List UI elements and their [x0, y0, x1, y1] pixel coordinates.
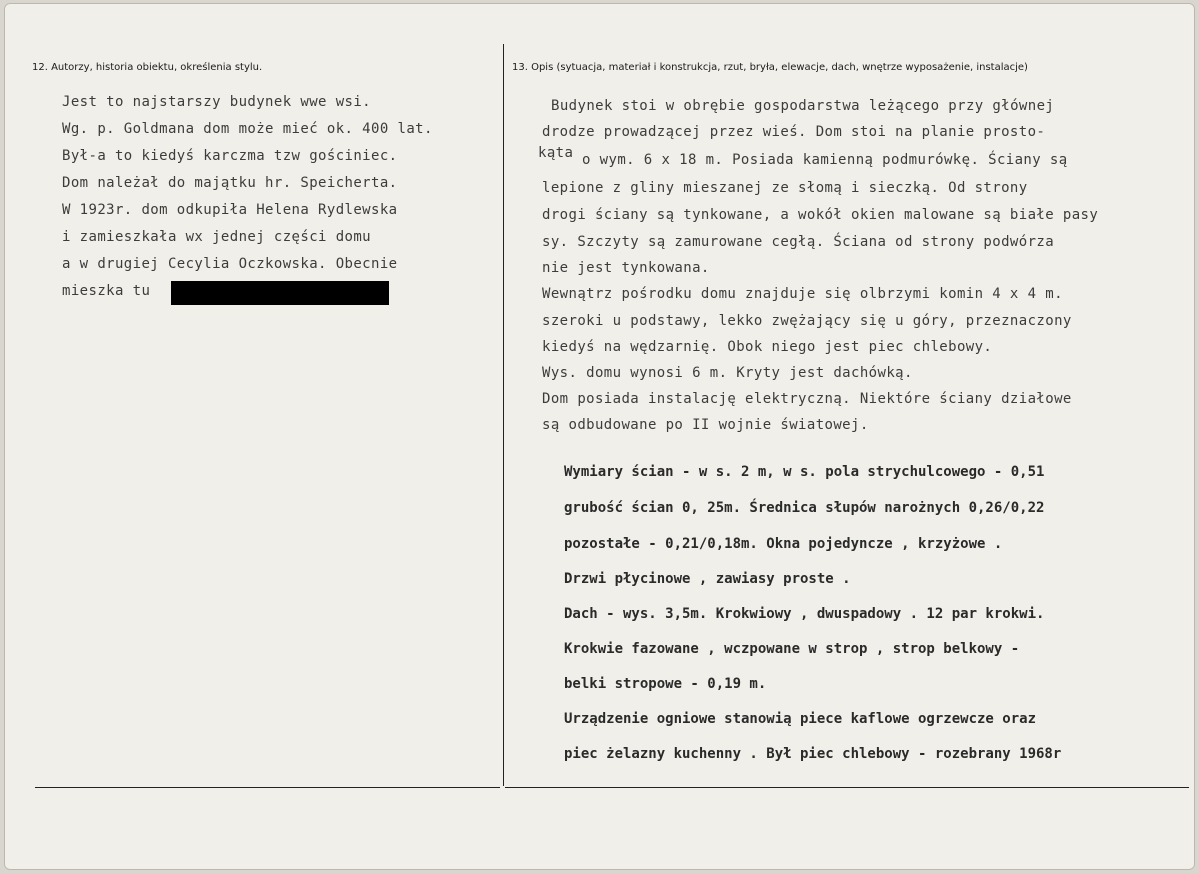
- description-line: kąta: [538, 145, 574, 161]
- section-13-heading: 13. Opis (sytuacja, materiał i konstrukcja, rzut, bryła, elewacje, dach, wnętrze wyposażenie, instalacje): [512, 62, 1028, 73]
- description-line: Wys. domu wynosi 6 m. Kryty jest dachówką.: [542, 365, 913, 381]
- dimension-line: Wymiary ścian - w s. 2 m, w s. pola strychulcowego - 0,51: [564, 464, 1045, 480]
- description-line: o wym. 6 x 18 m. Posiada kamienną podmurówkę. Ściany są: [582, 152, 1068, 168]
- history-line: Jest to najstarszy budynek wwe wsi.: [62, 94, 372, 110]
- description-line: nie jest tynkowana.: [542, 260, 710, 276]
- history-line: Dom należał do majątku hr. Speicherta.: [62, 175, 398, 191]
- bottom-rule-right: [505, 787, 1189, 788]
- history-line: W 1923r. dom odkupiła Helena Rydlewska: [62, 202, 398, 218]
- dimension-line: belki stropowe - 0,19 m.: [564, 676, 767, 692]
- history-line: a w drugiej Cecylia Oczkowska. Obecnie: [62, 256, 398, 272]
- dimension-line: pozostałe - 0,21/0,18m. Okna pojedyncze , krzyżowe .: [564, 536, 1003, 552]
- column-divider: [503, 44, 504, 786]
- description-line: Wewnątrz pośrodku domu znajduje się olbrzymi komin 4 x 4 m.: [542, 286, 1063, 302]
- description-line: drogi ściany są tynkowane, a wokół okien malowane są białe pasy: [542, 207, 1099, 223]
- dimension-line: Urządzenie ogniowe stanowią piece kaflowe ogrzewcze oraz: [564, 711, 1037, 727]
- description-line: drodze prowadzącej przez wieś. Dom stoi na planie prosto-: [542, 124, 1046, 140]
- history-line: Wg. p. Goldmana dom może mieć ok. 400 lat.: [62, 121, 433, 137]
- section-12-heading: 12. Autorzy, historia obiektu, określenia stylu.: [32, 62, 263, 73]
- description-line: lepione z gliny mieszanej ze słomą i sieczką. Od strony: [542, 180, 1028, 196]
- description-line: sy. Szczyty są zamurowane cegłą. Ściana od strony podwórza: [542, 234, 1055, 250]
- description-line: Dom posiada instalację elektryczną. Niektóre ściany działowe: [542, 391, 1072, 407]
- description-line: są odbudowane po II wojnie światowej.: [542, 417, 869, 433]
- description-line: Budynek stoi w obrębie gospodarstwa leżącego przy głównej: [551, 98, 1055, 114]
- dimension-line: grubość ścian 0, 25m. Średnica słupów narożnych 0,26/0,22: [564, 500, 1045, 516]
- history-line: i zamieszkała wx jednej części domu: [62, 229, 372, 245]
- history-line: mieszka tu: [62, 283, 151, 299]
- description-line: kiedyś na wędzarnię. Obok niego jest piec chlebowy.: [542, 339, 993, 355]
- dimension-line: Krokwie fazowane , wczpowane w strop , strop belkowy -: [564, 641, 1020, 657]
- dimension-line: Dach - wys. 3,5m. Krokwiowy , dwuspadowy . 12 par krokwi.: [564, 606, 1045, 622]
- description-line: szeroki u podstawy, lekko zwężający się u góry, przeznaczony: [542, 313, 1072, 329]
- history-line: Był-a to kiedyś karczma tzw gościniec.: [62, 148, 398, 164]
- bottom-rule-left: [35, 787, 500, 788]
- dimension-line: piec żelazny kuchenny . Był piec chlebowy - rozebrany 1968r: [564, 746, 1062, 762]
- dimension-line: Drzwi płycinowe , zawiasy proste .: [564, 571, 851, 587]
- redaction-bar: [171, 281, 389, 305]
